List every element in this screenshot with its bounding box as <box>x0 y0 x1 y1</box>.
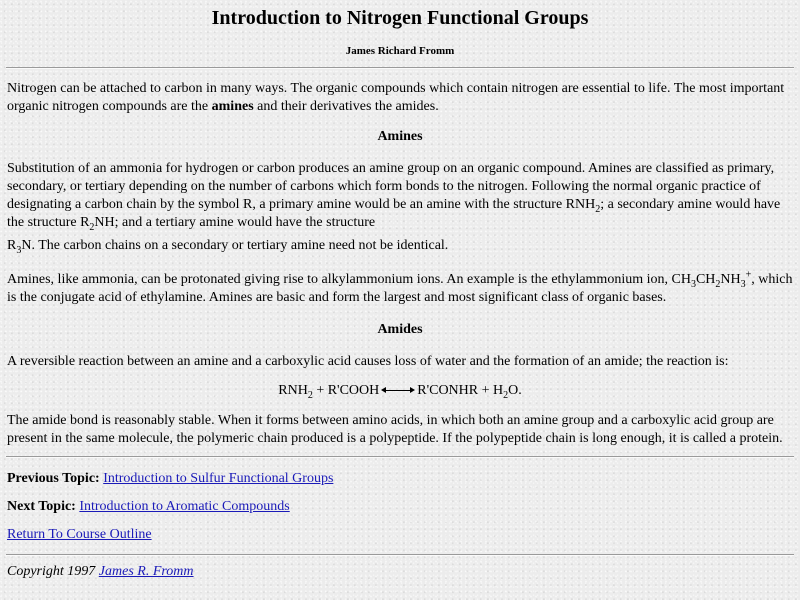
divider-top <box>6 67 794 69</box>
previous-topic <box>7 470 794 488</box>
reaction-equation: $RNH_2$ + R'COOH R'CONHR + $H_2O$. <box>278 383 522 401</box>
page-title: Introduction to Nitrogen Functional Groups <box>211 7 589 29</box>
previous-topic-link[interactable]: Introduction to Sulfur Functional Groups <box>103 471 334 486</box>
author-name: James Richard Fromm <box>345 45 455 57</box>
double-headed-arrow-icon <box>381 386 415 396</box>
amines-paragraph-3: Amines, like ammonia, can be protonated giving rise to alkylammonium ions. An example is the ethylammonium ion, $CH_3CH_2NH_3^+$, which is the conjugate acid of ethylamine. Amines are basic and form the largest and most significant class of organic bases. <box>7 269 793 305</box>
course-outline-link[interactable]: Return To Course Outline <box>7 527 152 542</box>
section-title-amides: Amides <box>377 322 423 337</box>
author-link[interactable]: James R. Fromm <box>98 564 194 579</box>
amines-bold: amines <box>211 99 254 114</box>
amides-paragraph-2: The amide bond is reasonably stable. When it forms between amino acids, in which both an amine group and a carboxylic acid group are present in the same molecule, the polymeric chain produced is a polypeptide. If the polypeptide chain is long enough, it is called a protein. <box>7 413 783 446</box>
section-title-amines: Amines <box>377 129 423 144</box>
copyright: Copyright 1997 James R. Fromm <box>7 564 194 579</box>
amines-paragraph-1: Substitution of an ammonia for hydrogen or carbon produces an amine group on an organic compound. Amines are classified as primary, secondary, or tertiary depending on the number of carbons which form bonds to the nitrogen. Following the normal organic practice of designating a carbon chain by the symbol R, a primary amine would be an amine with the structure $RNH_2$; a secondary amine would have the structure $R_2NH$; and a tertiary amine would have the structure <box>7 161 781 233</box>
amides-paragraph-1: A reversible reaction between an amine and a carboxylic acid causes loss of water and the formation of an amide; the reaction is: <box>7 354 729 369</box>
divider-middle <box>6 456 794 458</box>
intro-paragraph: Nitrogen can be attached to carbon in many ways. The organic compounds which contain nitrogen are essential to life. The most important organic nitrogen compounds are the amines and their derivatives the amides. <box>7 81 785 114</box>
next-topic-link[interactable]: Introduction to Aromatic Compounds <box>79 499 290 514</box>
next-topic-label: Next Topic: <box>7 499 76 514</box>
divider-bottom <box>6 554 794 556</box>
previous-topic-label: Previous Topic: <box>7 471 100 486</box>
amines-paragraph-2: $R_3N$. The carbon chains on a secondary or tertiary amine need not be identical. <box>7 238 449 256</box>
next-topic <box>7 498 794 516</box>
